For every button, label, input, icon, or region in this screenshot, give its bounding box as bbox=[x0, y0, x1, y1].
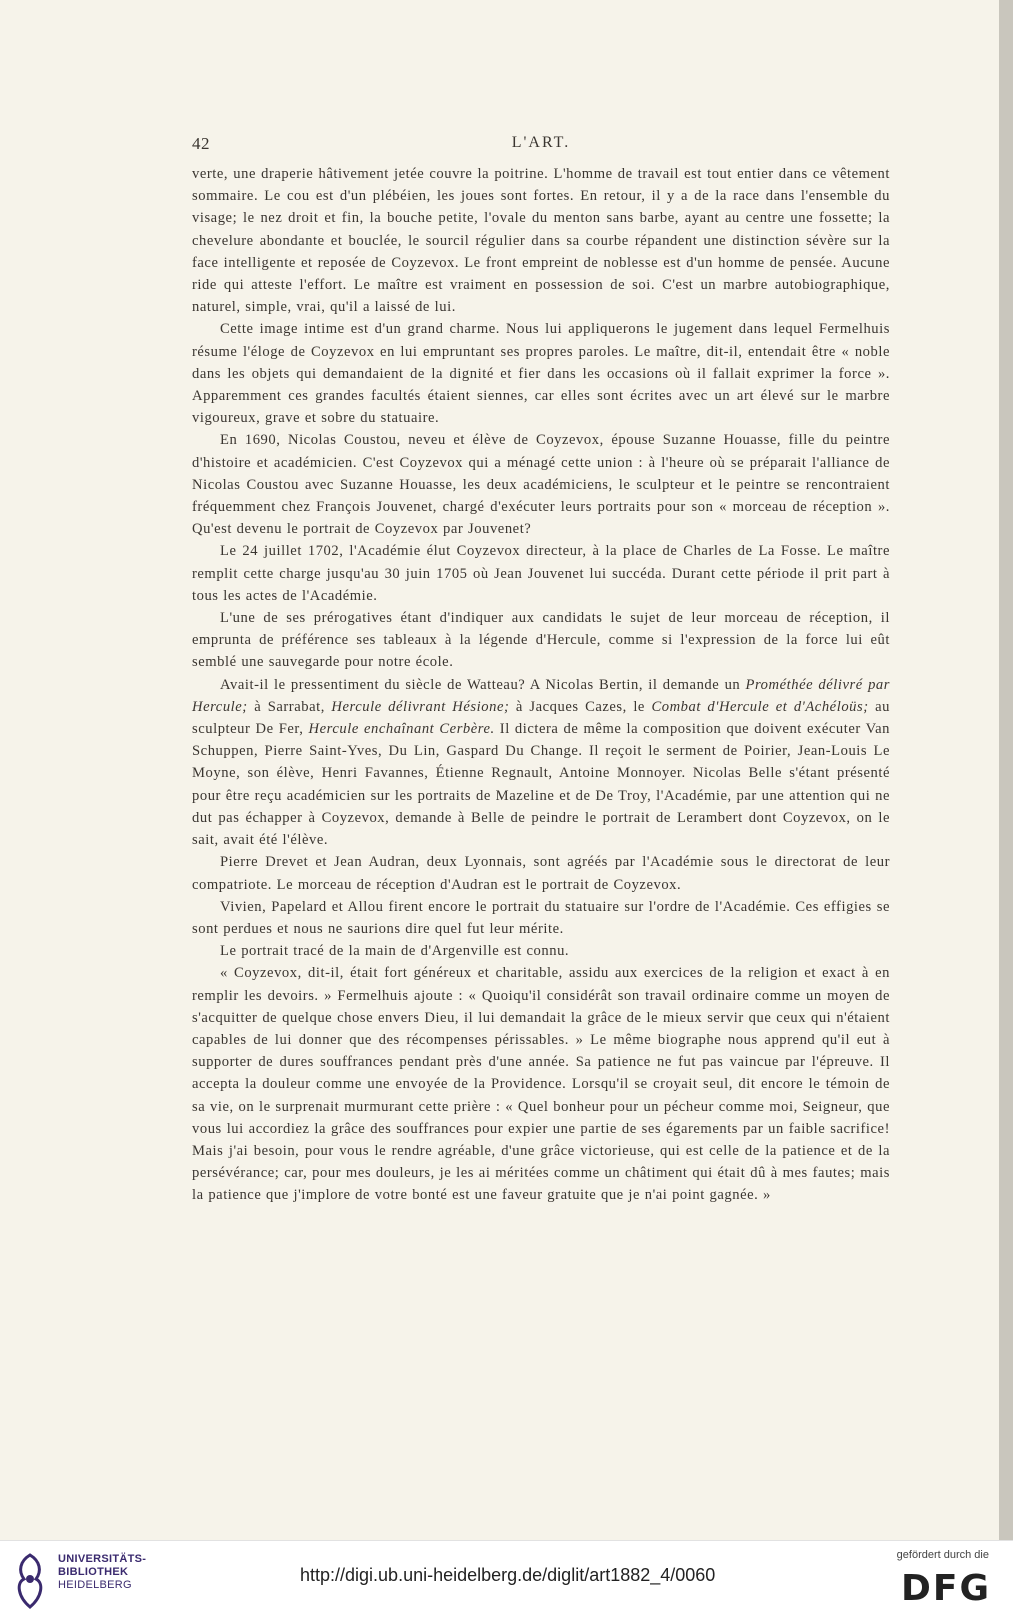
digitization-footer bbox=[0, 1540, 1013, 1619]
university-seal-icon bbox=[10, 1551, 50, 1611]
paragraph: Pierre Drevet et Jean Audran, deux Lyonnais, sont agréés par l'Académie sous le directorat de leur compatriote. Le morceau de réception d'Audran est le portrait de Coyzevox. bbox=[192, 854, 890, 893]
funding-note: gefördert durch die bbox=[896, 1549, 989, 1561]
paragraph: verte, une draperie hâtivement jetée couvre la poitrine. L'homme de travail est tout entier dans ce vêtement sommaire. Le cou est d'un plébéien, les joues sont fortes. En retour, il y a de la race dans l'ensemble du visage; le nez droit et fin, la bouche petite, l'ovale du menton sans barbe, ayant au centre une fossette; la chevelure abondante et bouclée, le sourcil régulier dans sa courbe répandent une distinction sévère sur la face intelligente et reposée de Coyzevox. Le front empreint de noblesse est d'un homme de pensée. Aucune ride qui atteste l'effort. Le maître est vraiment en possession de soi. C'est un marbre autobiographique, naturel, simple, vrai, qu'il a laissé de lui. bbox=[192, 166, 890, 316]
paragraph: L'une de ses prérogatives étant d'indiquer aux candidats le sujet de leur morceau de réception, il emprunta de préférence ses tableaux à la légende d'Hercule, comme si l'expression de la force lui eût semblé une sauvegarde pour notre école. bbox=[192, 610, 890, 671]
library-name-line-2: BIBLIOTHEK bbox=[58, 1566, 129, 1578]
paragraph: Vivien, Papelard et Allou firent encore le portrait du statuaire sur l'ordre de l'Académie. Ces effigies se sont perdues et nous ne saurions dire quel fut leur mérite. bbox=[192, 898, 890, 937]
library-name-line-1: UNIVERSITÄTS- bbox=[58, 1553, 147, 1565]
page-header bbox=[192, 134, 890, 158]
running-title: L'ART. bbox=[511, 134, 571, 151]
paragraph: Le portrait tracé de la main de d'Argenville est connu. bbox=[220, 943, 570, 960]
page-number: 42 bbox=[192, 134, 210, 153]
library-name bbox=[58, 1553, 146, 1592]
article-body bbox=[192, 163, 890, 1207]
dfg-logo: DFG bbox=[900, 1568, 991, 1609]
library-name-line-3: HEIDELBERG bbox=[58, 1579, 132, 1591]
paragraph: Le 24 juillet 1702, l'Académie élut Coyzevox directeur, à la place de Charles de La Fosse. Le maître remplit cette charge jusqu'au 30 juin 1705 où Jean Jouvenet lui succéda. Durant cette période il prit part à tous les actes de l'Académie. bbox=[192, 543, 890, 604]
paragraph: Cette image intime est d'un grand charme. Nous lui appliquerons le jugement dans lequel Fermelhuis résume l'éloge de Coyzevox en lui empruntant ses propres paroles. Le maître, dit-il, entendait être « noble dans les objets qui demandaient de la dignité et fier dans les occasions où il fallait exprimer la force ». Apparemment ces grandes facultés étaient siennes, car elles sont écrites avec un art élevé sur le marbre vigoureux, grave et sobre du statuaire. bbox=[192, 321, 890, 427]
permalink-url[interactable]: http://digi.ub.uni-heidelberg.de/diglit/art1882_4/0060 bbox=[300, 1565, 716, 1585]
paragraph: Avait-il le pressentiment du siècle de Watteau? A Nicolas Bertin, il demande un Prométhée délivré par Hercule; à Sarrabat, Hercule délivrant Hésione; à Jacques Cazes, le Combat d'Hercule et d'Achéloüs; au sculpteur De Fer, Hercule enchaînant Cerbère. Il dictera de même la composition que doivent exécuter Van Schuppen, Pierre Saint-Yves, Du Lin, Gaspard Du Change. Il reçoit le serment de Poirier, Jean-Louis Le Moyne, son élève, Henri Favannes, Étienne Regnault, Antoine Monnoyer. Nicolas Belle s'étant présenté pour être reçu académicien sur les portraits de Mazeline et de De Troy, l'Académie, par une attention qui ne dut pas échapper à Coyzevox, demande à Belle de peindre le portrait de Lerambert dont Coyzevox, on le sait, avait été l'élève. bbox=[192, 676, 891, 849]
paragraph: « Coyzevox, dit-il, était fort généreux et charitable, assidu aux exercices de la religion et exact à en remplir les devoirs. » Fermelhuis ajoute : « Quoiqu'il considérât son travail ordinaire comme un moyen de s'acquitter de quelque chose envers Dieu, il lui demandait la grâce de le mieux servir que ceux qui n'étaient capables de lui donner que des récompenses périssables. » Le même biographe nous apprend qu'il eut à supporter de dures souffrances pendant près d'une année. Sa patience ne fut pas vaincue par l'épreuve. Il accepta la douleur comme une envoyée de la Providence. Lorsqu'il se croyait seul, dit encore le témoin de sa vie, on le surprenait murmurant cette prière : « Quel bonheur pour un pécheur comme moi, Seigneur, que vous lui accordiez la grâce des souffrances pour expier une partie de ses égarements par un faible sacrifice! Mais j'ai besoin, pour vous le rendre agréable, d'une grâce victorieuse, qui est celle de la patience et de la persévérance; car, pour mes douleurs, je les ai méritées comme un châtiment qui était dû à mes fautes; mais la patience que j'implore de votre bonté est une faveur gratuite que je n'ai point gagnée. » bbox=[192, 965, 890, 1204]
paragraph: En 1690, Nicolas Coustou, neveu et élève de Coyzevox, épouse Suzanne Houasse, fille du peintre d'histoire et académicien. C'est Coyzevox qui a ménagé cette union : à l'heure où se préparait l'alliance de Nicolas Coustou avec Suzanne Houasse, les deux académiciens, le sculpteur et le peintre se rencontraient fréquemment chez François Jouvenet, chargé d'exécuter leurs portraits pour son « morceau de réception ». Qu'est devenu le portrait de Coyzevox par Jouvenet? bbox=[192, 432, 890, 538]
